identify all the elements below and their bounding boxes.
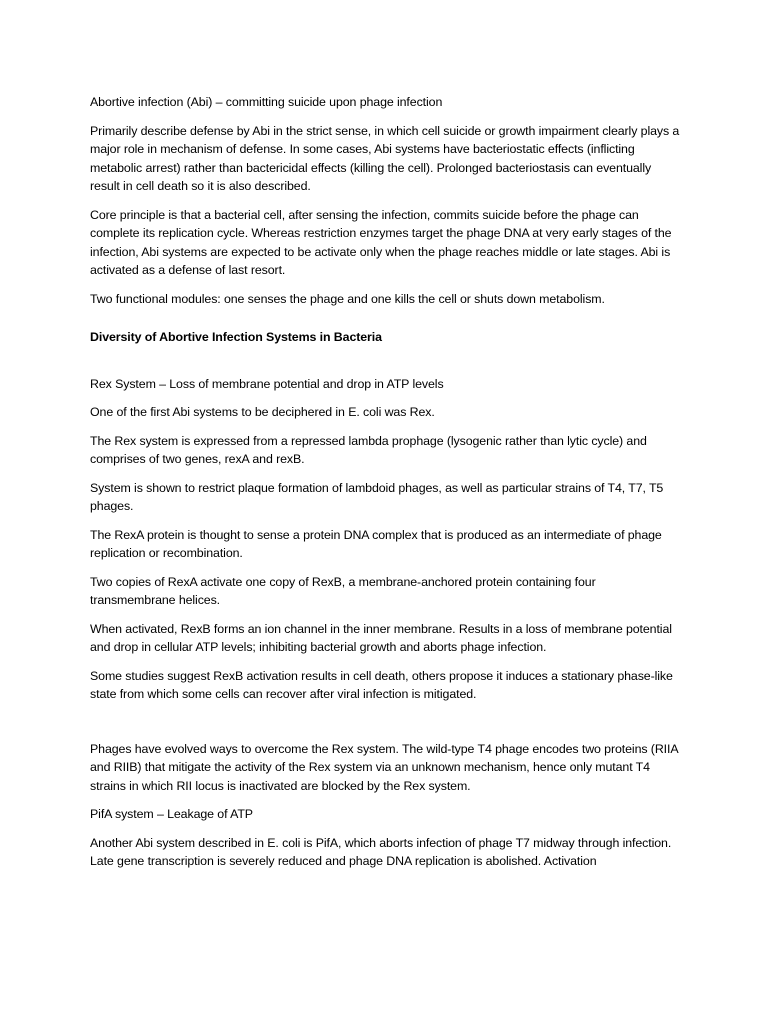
paragraph: System is shown to restrict plaque formation of lambdoid phages, as well as particular strains of T4, T7, T5 phages. bbox=[90, 480, 664, 513]
paragraph: When activated, RexB forms an ion channel in the inner membrane. Results in a loss of membrane potential and drop in cellular ATP levels; inhibiting bacterial growth and aborts phage infection. bbox=[90, 621, 672, 654]
paragraph: The Rex system is expressed from a repressed lambda prophage (lysogenic rather than lytic cycle) and comprises of two genes, rexA and rexB. bbox=[90, 433, 647, 466]
paragraph: Phages have evolved ways to overcome the Rex system. The wild-type T4 phage encodes two proteins (RIIA and RIIB) that mitigate the activity of the Rex system via an unknown mechanism, hence only mutant T4 strains in which RII locus is inactivated are blocked by the Rex system. bbox=[90, 741, 678, 793]
diversity-heading: Diversity of Abortive Infection Systems in Bacteria bbox=[90, 330, 382, 344]
rex-system-title: Rex System – Loss of membrane potential and drop in ATP levels bbox=[90, 376, 444, 391]
paragraph: Primarily describe defense by Abi in the strict sense, in which cell suicide or growth impairment clearly plays a major role in mechanism of defense. In some cases, Abi systems have bacteriostatic effects (inflicting metabolic arrest) rather than bactericidal effects (killing the cell). Prolonged bacteriostasis can eventually result in cell death so it is also described. bbox=[90, 123, 680, 193]
paragraph: One of the first Abi systems to be deciphered in E. coli was Rex. bbox=[90, 405, 435, 419]
document-page bbox=[90, 93, 680, 881]
section-title: Abortive infection (Abi) – committing suicide upon phage infection bbox=[90, 95, 443, 109]
paragraph: Two functional modules: one senses the phage and one kills the cell or shuts down metabolism. bbox=[90, 291, 605, 306]
paragraph: The RexA protein is thought to sense a protein DNA complex that is produced as an intermediate of phage replication or recombination. bbox=[90, 527, 662, 560]
paragraph: Core principle is that a bacterial cell, after sensing the infection, commits suicide before the phage can complete its replication cycle. Whereas restriction enzymes target the phage DNA at very early stages of the infection, Abi systems are expected to be activate only when the phage reaches middle or late stages. Abi is activated as a defense of last resort. bbox=[90, 207, 672, 277]
paragraph: Two copies of RexA activate one copy of RexB, a membrane-anchored protein containing four transmembrane helices. bbox=[90, 574, 596, 607]
pifa-system-title: PifA system – Leakage of ATP bbox=[90, 807, 253, 821]
paragraph: Another Abi system described in E. coli is PifA, which aborts infection of phage T7 midway through infection. Late gene transcription is severely reduced and phage DNA replication is abolished. Activation bbox=[90, 835, 672, 868]
paragraph: Some studies suggest RexB activation results in cell death, others propose it induces a stationary phase-like state from which some cells can recover after viral infection is mitigated. bbox=[90, 668, 673, 701]
